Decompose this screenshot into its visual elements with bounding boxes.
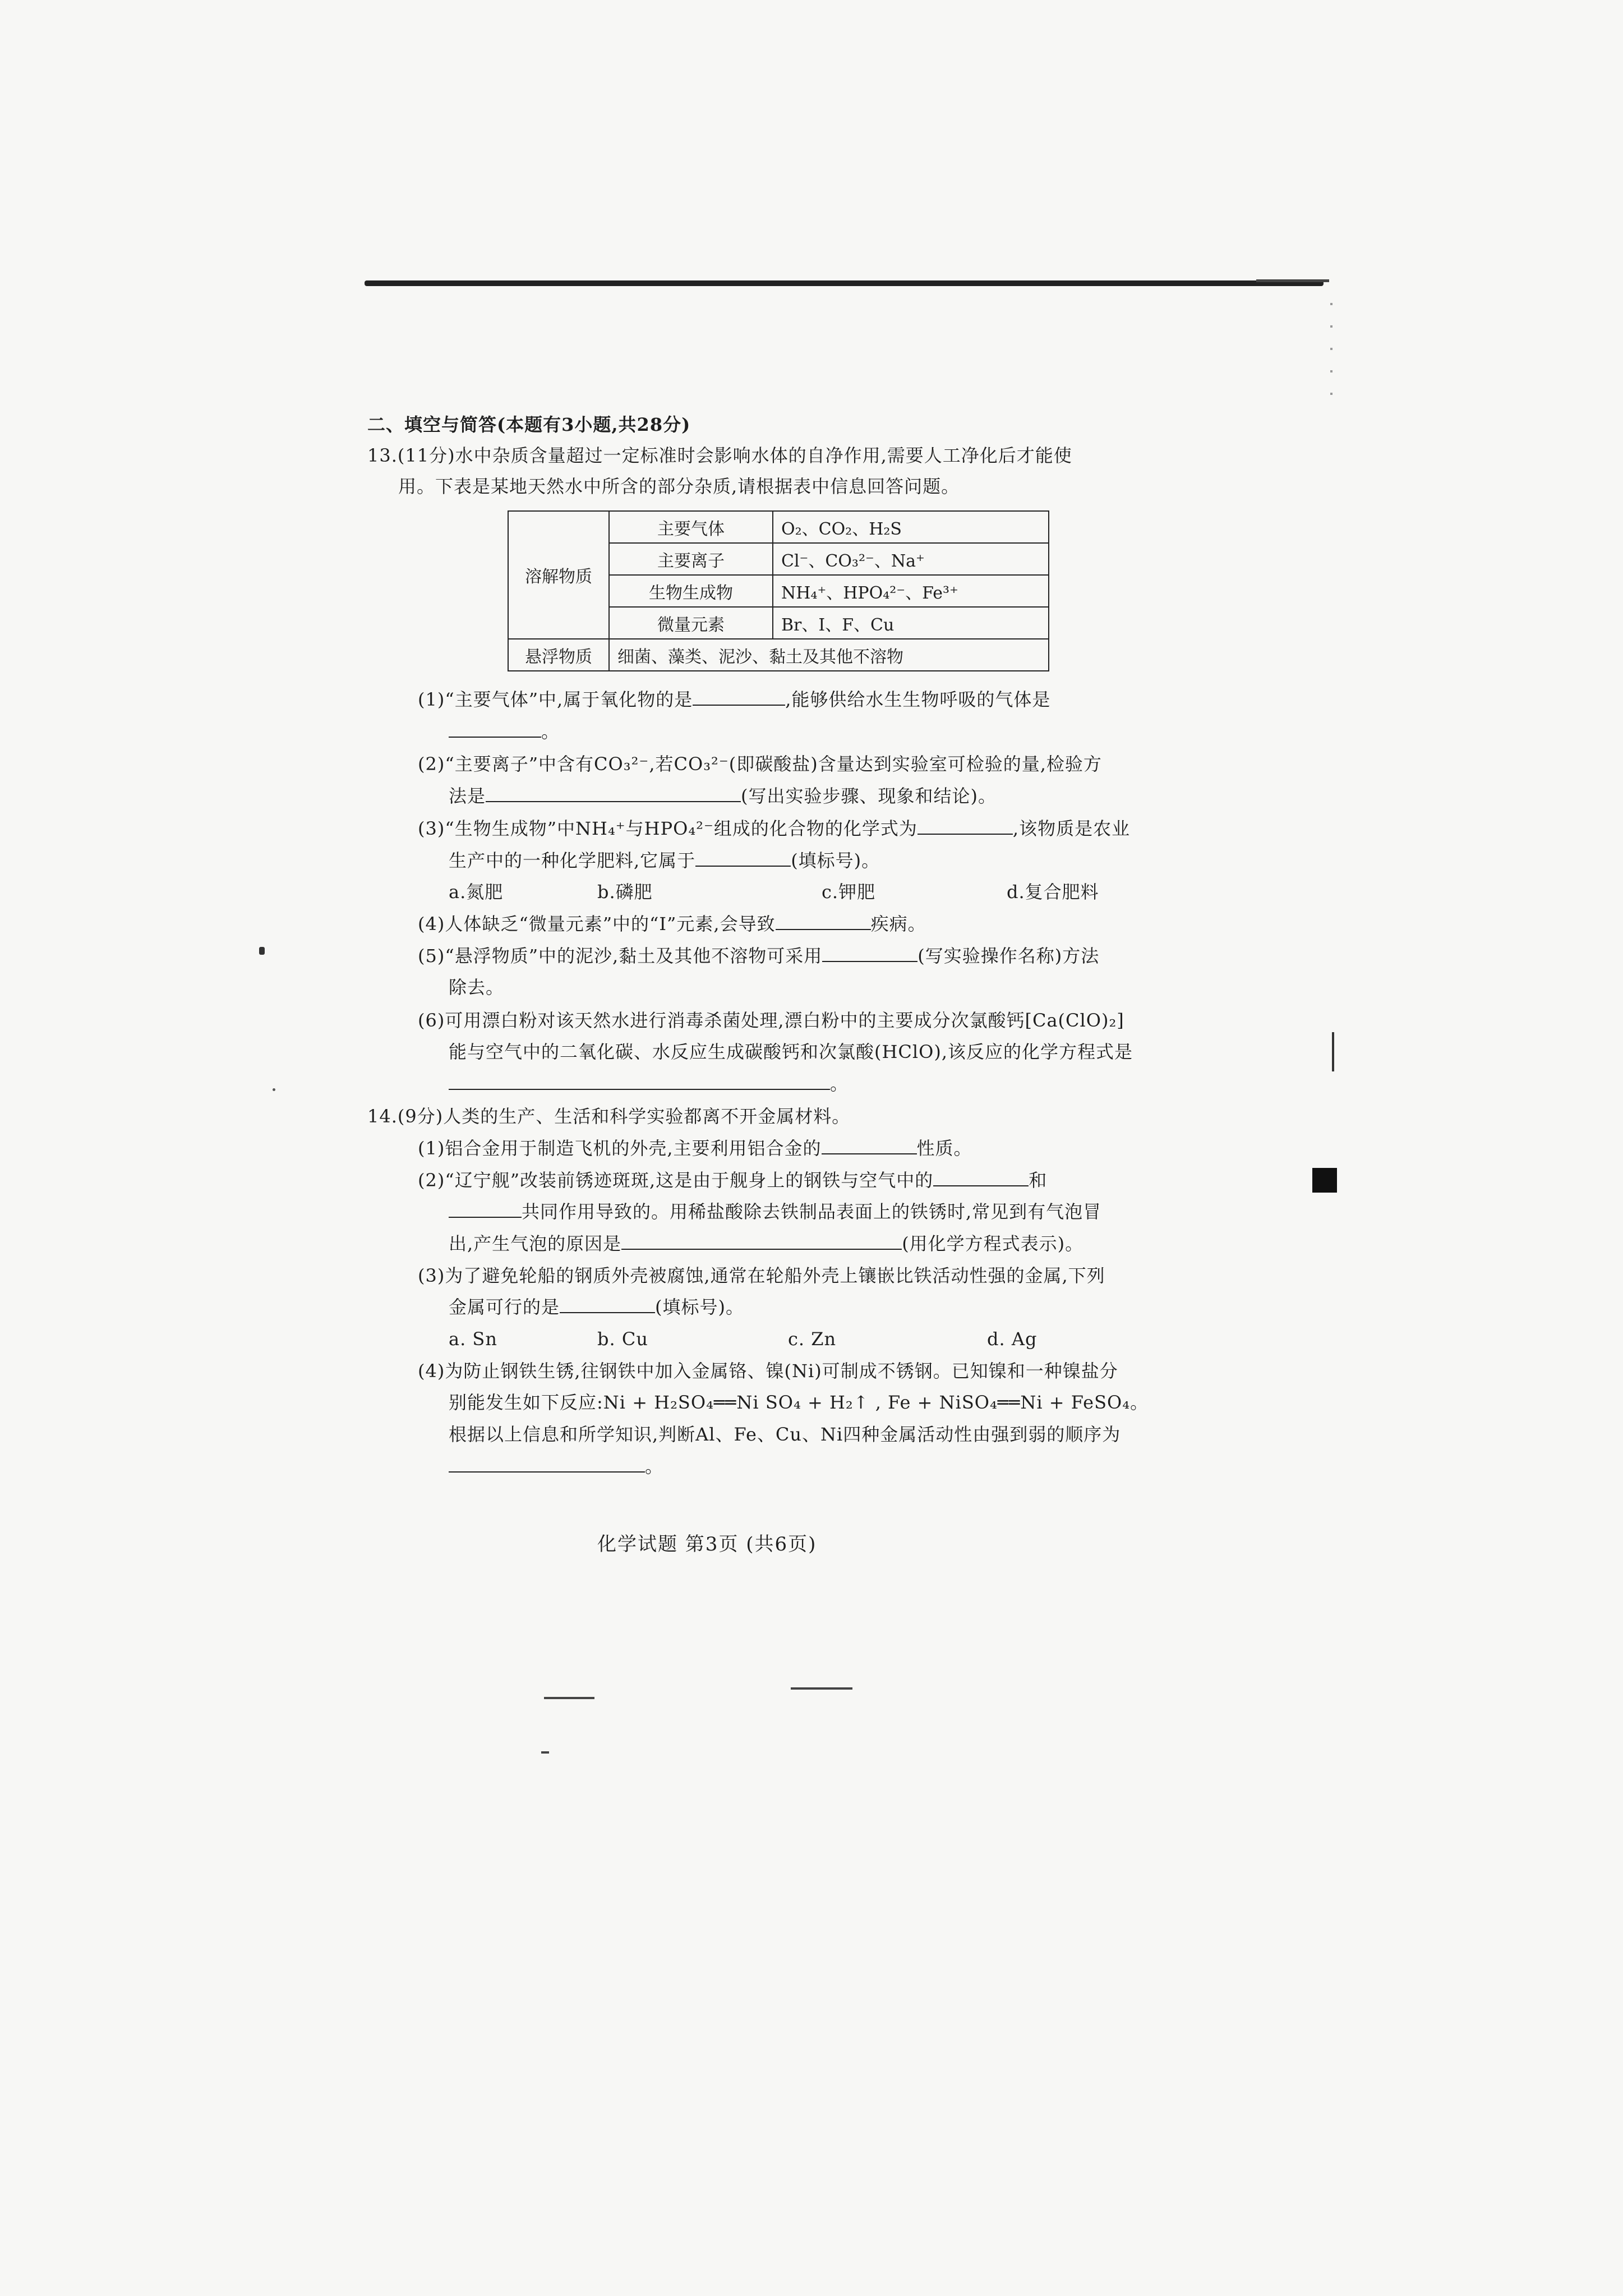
table-content: Br、I、F、Cu bbox=[773, 607, 1049, 639]
answer-blank[interactable] bbox=[449, 1200, 522, 1218]
section-heading: 二、填空与简答(本题有3小题,共28分) bbox=[367, 414, 691, 435]
margin-marker bbox=[1312, 1168, 1337, 1193]
q13-part-1-cont: 。 bbox=[449, 719, 560, 744]
option-b[interactable]: b. Cu bbox=[597, 1328, 648, 1350]
page-footer: 化学试题 第3页 (共6页) bbox=[597, 1533, 817, 1556]
answer-blank[interactable] bbox=[449, 720, 541, 738]
table-content: NH₄⁺、HPO₄²⁻、Fe³⁺ bbox=[773, 575, 1049, 607]
q13-part-6: (6)可用漂白粉对该天然水进行消毒杀菌处理,漂白粉中的主要成分次氯酸钙[Ca(ClO)₂] bbox=[418, 1010, 1124, 1031]
q13-part-3-options bbox=[449, 880, 1099, 904]
q14-part-4-answer: 。 bbox=[449, 1454, 663, 1479]
scan-specks bbox=[1330, 303, 1332, 404]
q13-intro-line-1: 13.(11分)水中杂质含量超过一定标准时会影响水体的自净作用,需要人工净化后才能使 bbox=[367, 445, 1072, 466]
option-a[interactable]: a. Sn bbox=[449, 1328, 497, 1350]
q13-part-3-cont: 生产中的一种化学肥料,它属于 (填标号)。 bbox=[449, 850, 880, 871]
q14-part-2-cont-2: 出,产生气泡的原因是 (用化学方程式表示)。 bbox=[449, 1233, 1084, 1254]
answer-blank[interactable] bbox=[621, 1232, 902, 1250]
answer-blank[interactable] bbox=[560, 1295, 655, 1313]
answer-blank[interactable] bbox=[822, 944, 917, 962]
q14-part-4: (4)为防止钢铁生锈,往钢铁中加入金属铬、镍(Ni)可制成不锈钢。已知镍和一种镍盐分 bbox=[418, 1360, 1118, 1382]
margin-bracket bbox=[1332, 1032, 1338, 1071]
q14-part-3-cont: 金属可行的是 (填标号)。 bbox=[449, 1296, 744, 1318]
answer-blank[interactable] bbox=[449, 1072, 830, 1090]
table-content: 细菌、藻类、泥沙、黏土及其他不溶物 bbox=[609, 639, 1049, 671]
q13-part-5: (5)“悬浮物质”中的泥沙,黏土及其他不溶物可采用 (写实验操作名称)方法 bbox=[418, 945, 1100, 967]
scan-dot bbox=[259, 947, 265, 955]
top-rule bbox=[365, 280, 1324, 286]
q13-part-3: (3)“生物生成物”中NH₄⁺与HPO₄²⁻组成的化合物的化学式为 ,该物质是农业 bbox=[418, 818, 1131, 839]
impurity-table bbox=[508, 510, 1049, 671]
answer-blank[interactable] bbox=[695, 849, 791, 867]
q13-intro-line-2: 用。下表是某地天然水中所含的部分杂质,请根据表中信息回答问题。 bbox=[398, 476, 960, 497]
answer-blank[interactable] bbox=[822, 1137, 917, 1154]
answer-blank[interactable] bbox=[486, 784, 741, 802]
dissolved-label: 溶解物质 bbox=[508, 511, 609, 639]
scan-dash bbox=[541, 1751, 549, 1754]
q13-part-4: (4)人体缺乏“微量元素”中的“I”元素,会导致 疾病。 bbox=[418, 913, 926, 935]
option-a[interactable]: a.氮肥 bbox=[449, 881, 504, 903]
suspended-label: 悬浮物质 bbox=[508, 639, 609, 671]
table-row bbox=[508, 639, 1049, 671]
q14-part-1: (1)铝合金用于制造飞机的外壳,主要利用铝合金的 性质。 bbox=[418, 1138, 972, 1159]
scan-line bbox=[791, 1687, 852, 1690]
scan-line bbox=[544, 1697, 594, 1699]
table-content: O₂、CO₂、H₂S bbox=[773, 511, 1049, 543]
table-row bbox=[508, 511, 1049, 543]
option-d[interactable]: d. Ag bbox=[987, 1328, 1038, 1350]
q13-part-5-cont: 除去。 bbox=[449, 977, 505, 998]
q14-part-4-cont: 根据以上信息和所学知识,判断Al、Fe、Cu、Ni四种金属活动性由强到弱的顺序为 bbox=[449, 1424, 1121, 1445]
table-category: 微量元素 bbox=[609, 607, 773, 639]
option-c[interactable]: c.钾肥 bbox=[822, 881, 876, 903]
option-d[interactable]: d.复合肥料 bbox=[1007, 881, 1099, 903]
answer-blank[interactable] bbox=[449, 1455, 645, 1473]
option-c[interactable]: c. Zn bbox=[788, 1328, 837, 1350]
table-category: 主要离子 bbox=[609, 543, 773, 575]
answer-blank[interactable] bbox=[693, 688, 785, 706]
q13-part-2: (2)“主要离子”中含有CO₃²⁻,若CO₃²⁻(即碳酸盐)含量达到实验室可检验的量,检验方 bbox=[418, 753, 1102, 775]
answer-blank[interactable] bbox=[776, 912, 871, 930]
q13-part-6-cont: 能与空气中的二氧化碳、水反应生成碳酸钙和次氯酸(HClO),该反应的化学方程式是 bbox=[449, 1041, 1133, 1062]
q13-part-2-cont: 法是 (写出实验步骤、现象和结论)。 bbox=[449, 785, 997, 807]
q14-part-2: (2)“辽宁舰”改装前锈迹斑斑,这是由于舰身上的钢铁与空气中的 和 bbox=[418, 1170, 1048, 1191]
table-content: Cl⁻、CO₃²⁻、Na⁺ bbox=[773, 543, 1049, 575]
q13-part-6-answer: 。 bbox=[449, 1071, 849, 1096]
q14-part-3: (3)为了避免轮船的钢质外壳被腐蚀,通常在轮船外壳上镶嵌比铁活动性强的金属,下列 bbox=[418, 1265, 1105, 1286]
q14-part-3-options bbox=[449, 1327, 1037, 1351]
table-category: 生物生成物 bbox=[609, 575, 773, 607]
option-b[interactable]: b.磷肥 bbox=[597, 881, 653, 903]
table-category: 主要气体 bbox=[609, 511, 773, 543]
answer-blank[interactable] bbox=[917, 817, 1013, 835]
q13-part-1: (1)“主要气体”中,属于氧化物的是 ,能够供给水生生物呼吸的气体是 bbox=[418, 689, 1051, 710]
answer-blank[interactable] bbox=[933, 1168, 1029, 1186]
q14-intro: 14.(9分)人类的生产、生活和科学实验都离不开金属材料。 bbox=[367, 1106, 851, 1127]
scan-dot bbox=[273, 1088, 275, 1091]
q14-part-2-cont: 共同作用导致的。用稀盐酸除去铁制品表面上的铁锈时,常见到有气泡冒 bbox=[449, 1199, 1101, 1224]
q14-part-4-equations: 别能发生如下反应:Ni + H₂SO₄══Ni SO₄ + H₂↑ , Fe + NiSO₄══Ni + FeSO₄。 bbox=[449, 1392, 1149, 1413]
top-rule-extension bbox=[1256, 279, 1329, 282]
